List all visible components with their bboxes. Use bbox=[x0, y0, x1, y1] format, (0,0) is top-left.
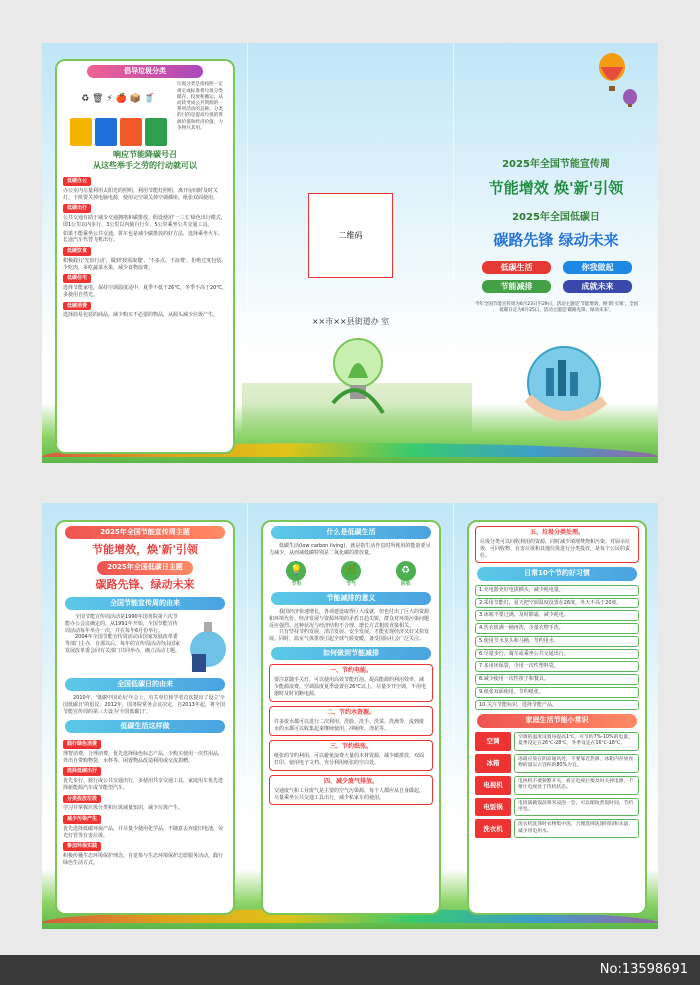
action-text: 办公室内尽量利用太阳光的照明，利用节能灯照明，离开房间时及时关灯。下班要关掉电脑电源，使用完空调关掉空调插座。纸张双面使用。 bbox=[63, 187, 219, 201]
tip-box-text: 许多废水都可以进行二次利用。洗脸、洗手、洗菜、洗澡等，流到废水的水都可以收集起来继续使用，冲厕所、浇花等。 bbox=[274, 718, 425, 732]
lowcarbon-origin-text: 2010年，'低碳中国论坛'年会上，有关单位和学者首次提出了设立'全国低碳日'的倡议。2012年，国务院常务会议决定，自2013年起，将全国节能宣传周的第三天设为'全国低碳日'。 bbox=[63, 695, 225, 715]
tip-text: 电视机不要频繁开关，看完电视后要及时关掉电源，不要让电视处于待机状态。 bbox=[514, 776, 639, 795]
habit-item: 1.充电器充好电拔插头，减少耗电量。 bbox=[475, 585, 639, 596]
tip-box-text: 交通废气和工业废气是主要的空气污染源，每个人都应从自身做起，尽量乘坐公共交通工具出行，减少私家车的使用。 bbox=[274, 787, 425, 801]
action-item bbox=[63, 174, 227, 201]
tip-label: 洗衣机 bbox=[475, 819, 511, 838]
lifestyle-item bbox=[63, 764, 227, 791]
lifestyle-text: 优先步行、骑行或公共交通出行，多使用共享交通工具，家庭用车优先选择新能源汽车或节能型汽车。 bbox=[63, 778, 224, 791]
office-name: ××市××县街道办 室 bbox=[311, 317, 390, 326]
habit-item: 2.采用节能灯，夏天把空调温度设置在26度，冬天不高于20度。 bbox=[475, 598, 639, 609]
tip-box-title: 一、节约电能。 bbox=[329, 667, 372, 675]
cover-pill: 节能减排 bbox=[482, 280, 551, 293]
action-item bbox=[63, 271, 227, 298]
tip-box-title: 三、节约纸张。 bbox=[329, 743, 372, 751]
lowcarbon-text: 低碳生活(low carbon living)，就是指生活作息时所耗用的能量要尽力减少，从而减低碳特别是二氧化碳的排放量。 bbox=[269, 543, 431, 557]
action-item bbox=[63, 231, 227, 245]
action-tag: 低碳饮食 bbox=[63, 247, 91, 256]
circle-row bbox=[269, 561, 433, 588]
tip-label: 空调 bbox=[475, 732, 511, 751]
habit-item: 10.关注节能标识，选择节能产品。 bbox=[475, 700, 639, 711]
action-text: 公共交通有助于减少交通拥堵和碳排放。假设使用'一三五'绿色出行模式，即1公里以内步行，3公里以内骑自行车，5公里乘坐公共交通工具。 bbox=[63, 215, 226, 228]
cover-pill: 低碳生活 bbox=[482, 261, 551, 274]
tip-text: 冰箱应放在阴凉通风处，不要靠近热源，冰箱内存放食物的量以占容积的80%为宜。 bbox=[514, 754, 639, 773]
habits-title: 日常10个节约好习惯 bbox=[477, 567, 637, 580]
sort-box-title: 五、垃圾分类处理。 bbox=[529, 529, 584, 536]
tip-row bbox=[475, 732, 639, 751]
lifestyle-tag: 参加环保实践 bbox=[63, 842, 101, 851]
circle-item bbox=[396, 561, 416, 588]
origin-texts bbox=[59, 614, 186, 674]
bins-row bbox=[63, 118, 173, 146]
cover-day-line: 2025年全国低碳日 bbox=[512, 212, 600, 223]
lifestyle-item bbox=[63, 812, 227, 839]
tip-text: 空调的温度设置每提高1℃，可节约7%-10%的电量。夏季设定在26℃-28℃，冬季设定在16℃-18℃。 bbox=[514, 732, 639, 751]
habit-item: 6.尽量步行、骑车或乘坐公共交通出行。 bbox=[475, 649, 639, 660]
circle-label: 回收 bbox=[400, 580, 411, 587]
circle-label: 节电 bbox=[291, 580, 302, 587]
lifestyle-tag: 践行绿色消费 bbox=[63, 740, 101, 749]
qr-code-placeholder: 二维码 bbox=[308, 193, 393, 278]
panel-habits bbox=[467, 520, 647, 915]
action-item bbox=[63, 244, 227, 271]
meaning-text: 只有坚持节约发展、清洁发展、安全发展，才能实现经济又好又快发展。同时，温室气体排放引起全球气候变暖，备受国际社会广泛关注。 bbox=[269, 629, 430, 643]
action-item bbox=[63, 299, 227, 320]
cover-theme2: 碳路先锋 绿动未来 bbox=[493, 231, 619, 249]
origin-text: 2004年全国节能宣传周活动由国家发展改革委等部门主办，自那以后，每年的宣传周活动均由国家发展改革委会同有关部门共同举办，确立活动主题。 bbox=[65, 634, 181, 654]
lifestyle-item bbox=[63, 737, 227, 764]
slogan-line1: 响应节能降碳号召 bbox=[113, 150, 177, 160]
sort-box bbox=[475, 526, 639, 563]
tip-box bbox=[269, 706, 433, 737]
bulb-icon: 💡 bbox=[286, 561, 306, 581]
lifestyle-list bbox=[63, 737, 227, 867]
week-theme-bar: 2025年全国节能宣传周主题 bbox=[65, 526, 225, 539]
tip-box bbox=[269, 664, 433, 701]
watermark-number: No:13598691 bbox=[599, 962, 688, 977]
lowcarbon-origin-bar: 全国低碳日的由来 bbox=[65, 678, 225, 691]
cover-pill: 你我做起 bbox=[563, 261, 632, 274]
lifestyle-text: 学习并掌握垃圾分类和垃圾减量知识，减少垃圾产生。 bbox=[63, 805, 184, 812]
cover-pill: 成就未来 bbox=[563, 280, 632, 293]
green-bin-icon bbox=[145, 118, 167, 146]
lifestyle-tag: 选择低碳出行 bbox=[63, 767, 101, 776]
habit-item: 7.多用环保袋，少用一次性塑料袋。 bbox=[475, 661, 639, 672]
tip-box-text: 纸张的节约利用，可以避免浪费大量的木材资源，减少碳排放。双面打印、使用电子文档、充分利用纸张的空白处。 bbox=[274, 753, 425, 767]
lifestyle-text: 理智消费，合理消费。优先选择绿色标志产品，少购买使用一次性用品，外出自带购物袋、水杯等，闲置物品改造利用或交流捐赠。 bbox=[63, 750, 224, 764]
globe-in-hand-icon bbox=[514, 338, 614, 438]
bins-illustration bbox=[63, 82, 173, 146]
panel-garbage-sorting bbox=[55, 59, 235, 454]
habit-item: 3.冰箱不要过满，及时除霜，减少耗电。 bbox=[475, 610, 639, 621]
action-tag: 低碳消费 bbox=[63, 302, 91, 311]
howto-title: 如何做到节能减排 bbox=[271, 647, 431, 660]
panel-themes bbox=[55, 520, 235, 915]
slogan-line2: 从这些举手之劳的行动就可以 bbox=[93, 161, 197, 171]
habit-item: 8.减少使用一次性筷子和餐具。 bbox=[475, 674, 639, 685]
panel-header: 倡导垃圾分类 bbox=[87, 65, 203, 78]
tip-text: 洗衣机洗涤时衣物集中洗，合理选择洗涤时间和水量，减少用电用水。 bbox=[514, 819, 639, 838]
action-list bbox=[63, 174, 227, 319]
cover-desc: 今年全国节能宣传周为6月23日至29日，活动主题是'节能增效，焕'新'引领'，全国低碳日定为6月25日，活动主题是'碳路先锋，绿动未来'。 bbox=[474, 302, 639, 313]
tip-label: 电视机 bbox=[475, 776, 511, 795]
lifestyle-item bbox=[63, 792, 227, 813]
tip-box-text: 要注意随手关灯，可以使用高效节能灯泡。提高能源的利用效率，减少能源浪费。空调温度夏季设置在26℃以上，尽量少开空调，不用电器时及时切断电源。 bbox=[274, 677, 426, 697]
tip-row bbox=[475, 754, 639, 773]
week-theme: 节能增效，焕'新'引领 bbox=[92, 543, 198, 557]
lowcarbon-title: 什么是低碳生活 bbox=[271, 526, 431, 539]
action-tag: 低碳住宅 bbox=[63, 274, 91, 283]
tip-box bbox=[269, 775, 433, 806]
recycle-icon: ♻ bbox=[396, 561, 416, 581]
lightbulb-plant-icon bbox=[328, 333, 388, 433]
trash-items-icon: ♻ 🗑 ⚡ 🍎 📦 🥤 bbox=[81, 94, 155, 105]
circle-item bbox=[286, 561, 306, 588]
day-theme-bar: 2025年全国低碳日主题 bbox=[97, 561, 193, 574]
yellow-bin-icon bbox=[70, 118, 92, 146]
tip-box-title: 二、节约水资源。 bbox=[326, 708, 375, 716]
fold-line bbox=[453, 503, 454, 929]
action-tag: 低碳办公 bbox=[63, 177, 91, 186]
action-text: 如果不能乘坐公共交通，拼车也是减少碳排放的好方法，选择乘坐火车、长途汽车代替飞机出行。 bbox=[63, 230, 224, 244]
origin-bar: 全国节能宣传周的由来 bbox=[65, 597, 225, 610]
panel-lowcarbon bbox=[261, 520, 441, 915]
lifestyle-bar: 低碳生活这样做 bbox=[65, 720, 225, 733]
sort-box-text: 垃圾分类可以回收利用的资源，同时减少填埋焚烧和污染。对厨余垃圾、可回收物、有害垃圾和其他垃圾进行分类投放，是每个公民的责任。 bbox=[480, 539, 631, 559]
brochure-outside bbox=[42, 43, 658, 463]
tip-label: 冰箱 bbox=[475, 754, 511, 773]
lifestyle-item bbox=[63, 839, 227, 866]
earth-bottle-icon bbox=[186, 614, 231, 674]
red-bin-icon bbox=[120, 118, 142, 146]
blue-bin-icon bbox=[95, 118, 117, 146]
action-tag: 低碳出行 bbox=[63, 204, 91, 213]
circle-label: 节气 bbox=[345, 580, 356, 587]
meaning-text: 我国经济快速增长，各项建设取得巨大成就，但也付出了巨大的资源和环境代价。经济发展与资源环境的矛盾日趋尖锐，群众对环境污染问题反应强烈。这种状况与经济结构不合理、增长方式粗放直接相关。 bbox=[269, 609, 430, 629]
cover-week-line: 2025年全国节能宣传周 bbox=[502, 159, 610, 170]
circle-item bbox=[341, 561, 361, 588]
action-item bbox=[63, 201, 227, 228]
habit-item: 5.使用节水龙头和马桶，节约用水。 bbox=[475, 636, 639, 647]
tip-box bbox=[269, 740, 433, 771]
day-theme: 碳路先锋、绿动未来 bbox=[95, 577, 195, 591]
action-text: 选择节能家电，保持空调温度适中，夏季不低于26℃，冬季不高于20℃，多使用自然光。 bbox=[63, 285, 227, 298]
sorting-row bbox=[63, 82, 227, 146]
back-panel bbox=[248, 43, 453, 463]
origin-row bbox=[59, 614, 231, 674]
action-text: 选择简易包装的商品，减少购买不必要的物品，从源头减少垃圾产生。 bbox=[63, 312, 219, 319]
leaf-icon: 🌿 bbox=[341, 561, 361, 581]
sorting-text: 垃圾分类是指按照一定规定或标准将垃圾分类储存、投放和搬运，从而转变成公共资源的一系列活动的总称。分类的目的是提高垃圾的资源价值和经济价值，力争物尽其用。 bbox=[177, 82, 223, 131]
lifestyle-text: 积极传播生态环境保护理念，自觉参与生态环境保护志愿服务活动，践行绿色生活方式。 bbox=[63, 853, 224, 866]
tip-label: 电饭锅 bbox=[475, 798, 511, 817]
habits-list bbox=[469, 585, 645, 711]
lifestyle-tag: 减少污染产生 bbox=[63, 815, 101, 824]
watermark-bar bbox=[0, 955, 700, 985]
origin-text: 全国节能宣传周活动是1990年国务院第六次节能办公会议确定的，从1991年开始，全国节能宣传周活动每年举办一次，并在每年6月份举行。 bbox=[65, 614, 178, 634]
meaning-title: 节能减排的意义 bbox=[271, 592, 431, 605]
action-text: 积极践行'光盘行动'，做到'按需取餐'、'不多点、不浪费'，拒绝过度包装。少吃肉，多吃蔬菜水果，减少食物浪费。 bbox=[63, 257, 227, 271]
brochure-inside bbox=[42, 503, 658, 929]
cover-button-grid bbox=[482, 261, 632, 293]
tip-text: 电饭锅做饭前将米浸泡一会，可以缩短煮饭时间，节约用电。 bbox=[514, 798, 639, 817]
lifestyle-text: 优先选择低碳环保产品，并尽量少使用化学品，不随意丢弃废旧电池、荧光灯管等有害垃圾。 bbox=[63, 825, 224, 839]
habit-item: 9.纸张双面使用，节约纸张。 bbox=[475, 687, 639, 698]
tip-box-title: 四、减少废气排放。 bbox=[323, 777, 378, 785]
lifestyle-tag: 分类投放垃圾 bbox=[63, 795, 101, 804]
cover-theme1: 节能增效 焕'新'引领 bbox=[488, 179, 624, 197]
fold-line bbox=[247, 503, 248, 929]
tips-title: 家庭生活节能小常识 bbox=[477, 714, 637, 727]
tip-row bbox=[475, 798, 639, 817]
tip-row bbox=[475, 819, 639, 838]
tip-row bbox=[475, 776, 639, 795]
habit-item: 4.洗衣机满一桶再洗，少量衣物手洗。 bbox=[475, 623, 639, 634]
cover-panel bbox=[454, 43, 658, 463]
